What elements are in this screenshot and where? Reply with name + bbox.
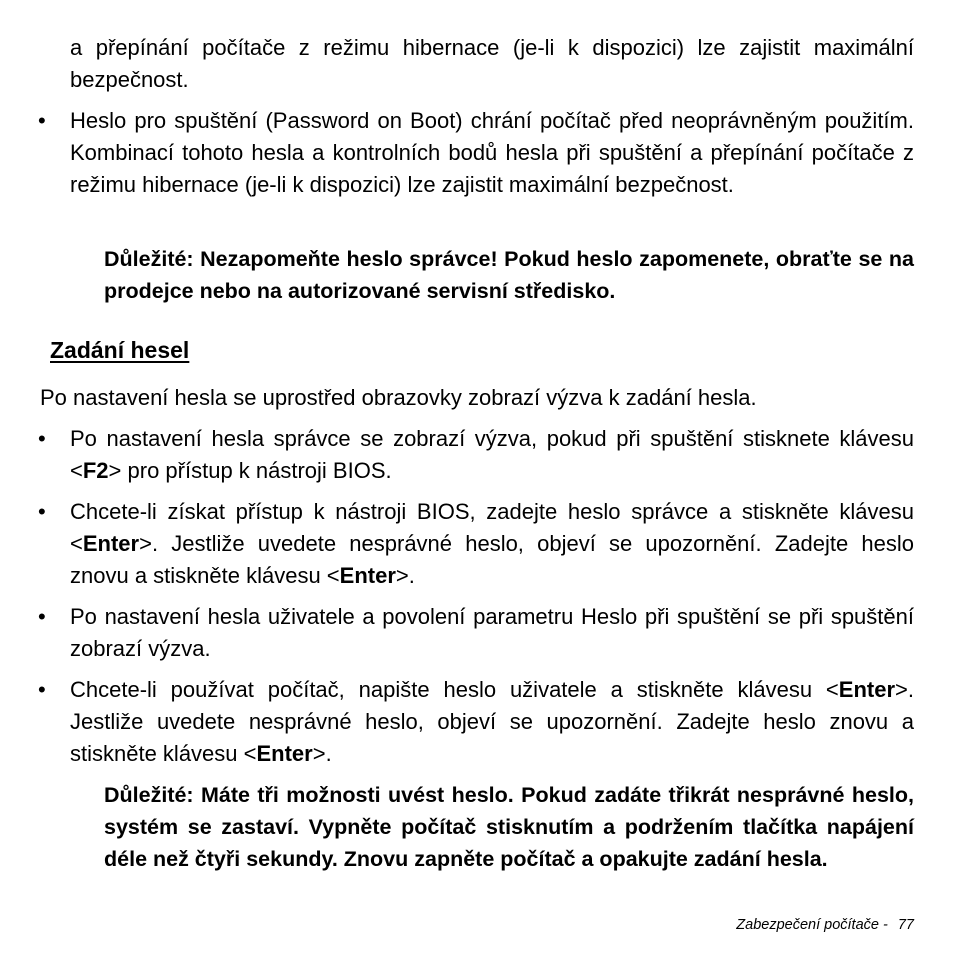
section-intro: Po nastavení hesla se uprostřed obrazovky zobrazí výzva k zadání hesla.: [40, 385, 757, 410]
key-f2: F2: [82, 458, 109, 483]
bullet-admin-prompt: Po nastavení hesla správce se zobrazí výzva, pokud při spuštění stisknete klávesu <F2> pro přístup k nástroji BIOS.: [70, 426, 914, 483]
section-heading: Zadání hesel: [50, 337, 190, 363]
intro-continuation: a přepínání počítače z režimu hibernace (je-li k dispozici) lze zajistit maximální bezpečnost.: [70, 35, 914, 92]
footer-section-title: Zabezpečení počítače -: [736, 917, 888, 933]
bullet-use-computer: Chcete-li používat počítač, napište heslo uživatele a stiskněte klávesu <Enter>. Jestliže uvedete nesprávné heslo, objeví se upozornění. Zadejte heslo znovu a stiskněte klávesu <Enter>.: [70, 677, 914, 766]
bullet-bios-access: Chcete-li získat přístup k nástroji BIOS, zadejte heslo správce a stiskněte klávesu <Enter>. Jestliže uvedete nesprávné heslo, objeví se upozornění. Zadejte heslo znovu a stiskněte klávesu <Enter>.: [70, 499, 914, 588]
bullet-marker: •: [38, 108, 46, 133]
key-enter: Enter: [339, 563, 396, 588]
key-enter: Enter: [838, 677, 896, 702]
bullet-user-password-prompt: Po nastavení hesla uživatele a povolení parametru Heslo při spuštění se při spuštění zobrazí výzva.: [70, 604, 914, 661]
important-note-admin-password: Důležité: Nezapomeňte heslo správce! Pokud heslo zapomenete, obraťte se na prodejce nebo na autorizované servisní středisko.: [104, 247, 914, 303]
bullet-marker: •: [38, 604, 46, 629]
bullet-marker: •: [38, 426, 46, 451]
page-footer: [736, 917, 914, 933]
important-note-three-attempts: Důležité: Máte tři možnosti uvést heslo. Pokud zadáte třikrát nesprávné heslo, systém se zastaví. Vypněte počítač stisknutím a podržením tlačítka napájení déle než čtyři sekundy. Znovu zapněte počítač a opakujte zadání hesla.: [104, 783, 914, 871]
bullet-marker: •: [38, 499, 46, 524]
key-enter: Enter: [256, 741, 313, 766]
bullet-marker: •: [38, 677, 46, 702]
bullet-password-on-boot: Heslo pro spuštění (Password on Boot) chrání počítač před neoprávněným použitím. Kombinací tohoto hesla a kontrolních bodů hesla při spuštění a přepínání počítače z režimu hibernace (je-li k dispozici) lze zajistit maximální bezpečnost.: [70, 108, 914, 197]
page-number: 77: [897, 917, 914, 933]
key-enter: Enter: [82, 531, 140, 556]
